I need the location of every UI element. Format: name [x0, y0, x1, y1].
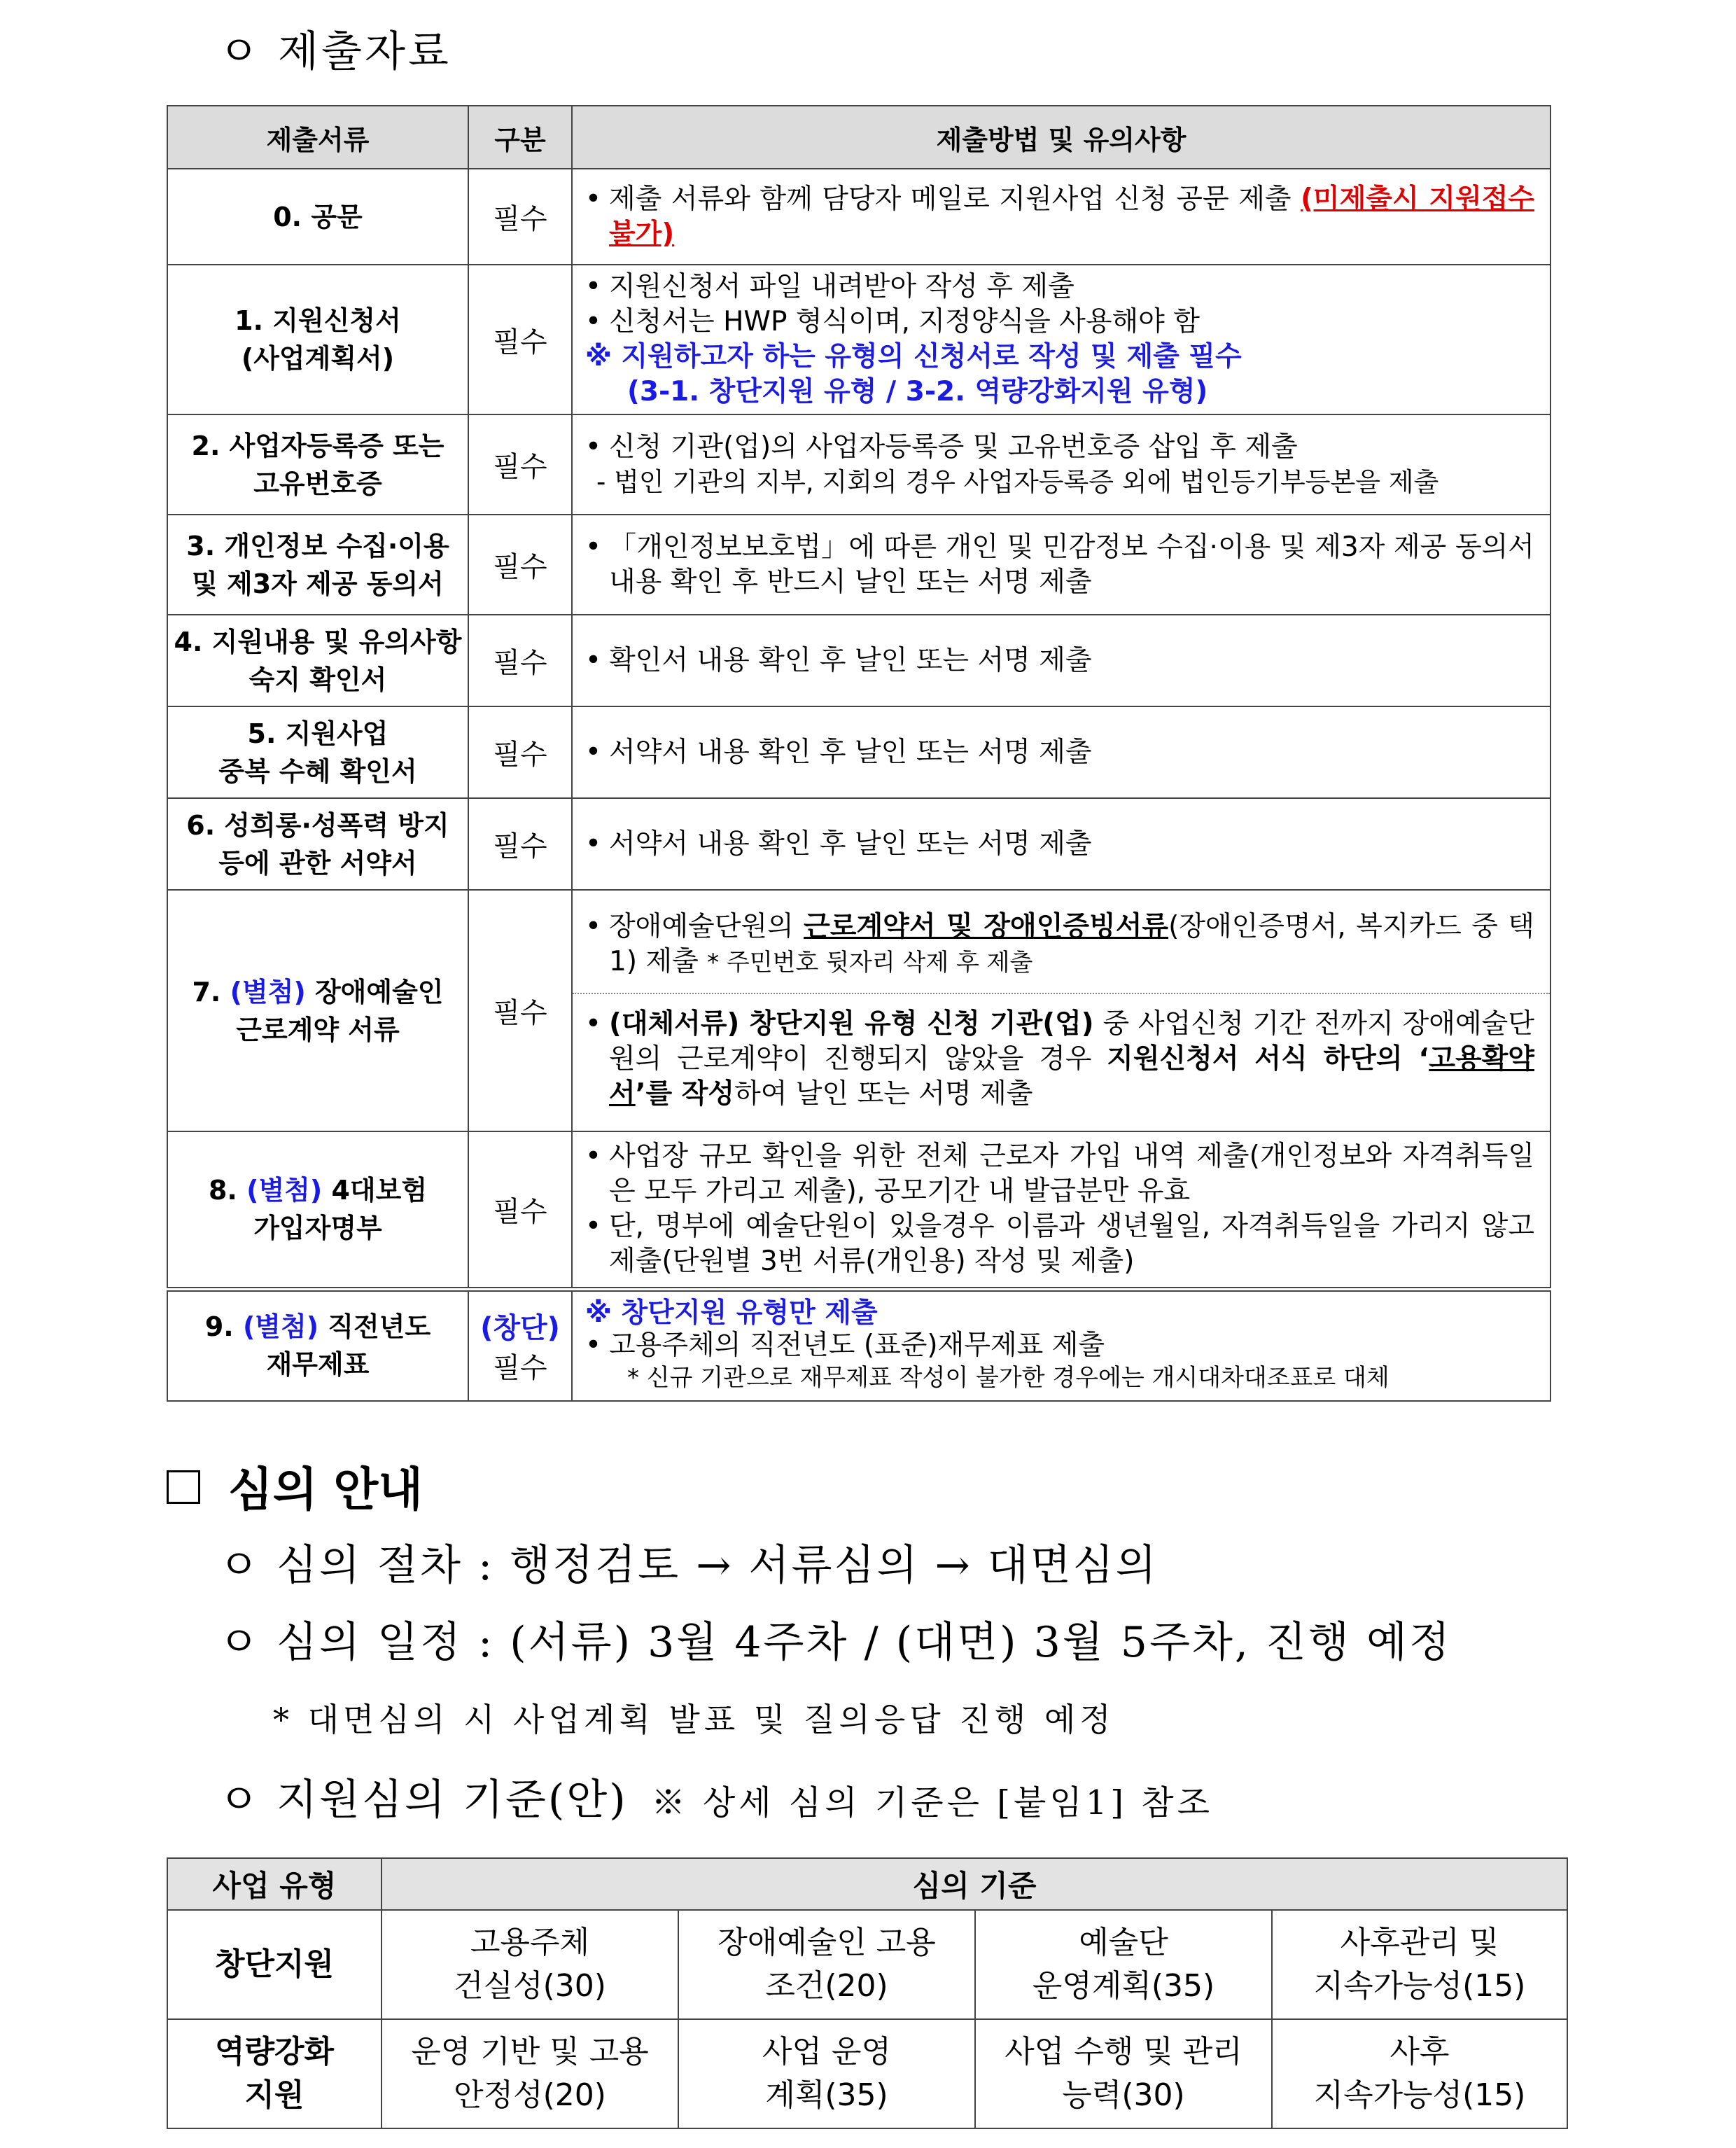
doc-name: 8. (별첨) 4대보험 가입자명부	[167, 1131, 468, 1289]
doc-name: 6. 성희롱·성폭력 방지 등에 관한 서약서	[167, 798, 468, 890]
doc-name: 4. 지원내용 및 유의사항 숙지 확인서	[167, 615, 468, 706]
criteria-cell: 사업 수행 및 관리 능력(30)	[975, 2019, 1272, 2128]
doc-kind: 필수	[468, 890, 572, 1131]
notice-text: (3-1. 창단지원 유형 / 3-2. 역량강화지원 유형)	[627, 376, 1208, 407]
table-row	[167, 798, 1550, 890]
doc-kind: 필수	[468, 615, 572, 706]
table-row	[167, 265, 1550, 414]
criteria-cell: 고용주체 건실성(30)	[382, 1910, 678, 2019]
type-tag: (창단)	[480, 1312, 560, 1345]
table-header-row	[167, 106, 1550, 169]
review-schedule: ㅇ 심의 일정 : (서류) 3월 4주차 / (대면) 3월 5주차, 진행 예정	[218, 1618, 1452, 1667]
section-title: 심의 안내	[167, 1452, 423, 1519]
doc-method: • 지원신청서 파일 내려받아 작성 후 제출 • 신청서는 HWP 형식이며, 지정양식을 사용해야 함 ※ 지원하고자 하는 유형의 신청서로 작성 및 제출 필수 (3-1. 창단지원 유형 / 3-2. 역량강화지원 유형)	[572, 265, 1550, 414]
doc-kind: 필수	[468, 169, 572, 265]
table-row	[167, 414, 1550, 515]
criteria-note: ※ 상세 심의 기준은 [붙임1] 참조	[651, 1783, 1213, 1822]
doc-method: • 장애예술단원의 근로계약서 및 장애인증빙서류(장애인증명서, 복지카드 중 택1) 제출 * 주민번호 뒷자리 삭제 후 제출 • (대체서류) 창단지원 유형 신청 기관(업) 중 사업신청 기간 전까지 장애예술단원의 근로계약이 진행되지 않았을 경우 지원신청서 서식 하단의 ‘고용확약서’를 작성하여 날인 또는 서명 제출	[572, 890, 1550, 1131]
table-row	[167, 2019, 1567, 2128]
method-text: 제출 서류와 함께 담당자 메일로 지원사업 신청 공문 제출	[609, 183, 1301, 215]
attachment-tag: (별첨)	[246, 1175, 323, 1206]
warning-text: (미제출시 지원접수 불가)	[609, 183, 1535, 250]
doc-method: • 확인서 내용 확인 후 날인 또는 서명 제출	[572, 615, 1550, 706]
row-type: 창단지원	[167, 1910, 382, 2019]
doc-kind: 필수	[468, 414, 572, 515]
doc-method: • 서약서 내용 확인 후 날인 또는 서명 제출	[572, 706, 1550, 798]
attachment-tag: (별첨)	[242, 1311, 319, 1343]
table-row	[167, 169, 1550, 265]
criteria-cell: 사후관리 및 지속가능성(15)	[1272, 1910, 1567, 2019]
doc-method: • 사업장 규모 확인을 위한 전체 근로자 가입 내역 제출(개인정보와 자격취득일은 모두 가리고 제출), 공모기간 내 발급분만 유효 • 단, 명부에 예술단원이 있을경우 이름과 생년월일, 자격취득일을 가리지 않고 제출(단원별 3번 서류(개인용) 작성 및 제출)	[572, 1131, 1550, 1289]
table-row	[167, 890, 1550, 1131]
table-row	[167, 1131, 1550, 1289]
table-row	[167, 1910, 1567, 2019]
doc-kind: (창단) 필수	[468, 1289, 572, 1401]
criteria-cell: 장애예술인 고용 조건(20)	[678, 1910, 975, 2019]
doc-method: ※ 창단지원 유형만 제출 • 고용주체의 직전년도 (표준)재무제표 제출 * 신규 기관으로 재무제표 작성이 불가한 경우에는 개시대차대조표로 대체	[572, 1289, 1550, 1401]
table-header-row	[167, 1858, 1567, 1910]
table-row	[167, 615, 1550, 706]
doc-kind: 필수	[468, 515, 572, 615]
doc-name: 0. 공문	[167, 169, 468, 265]
review-procedure: ㅇ 심의 절차 : 행정검토 → 서류심의 → 대면심의	[218, 1541, 1158, 1590]
submission-heading: ㅇ 제출자료	[218, 27, 451, 76]
header-type: 사업 유형	[167, 1858, 382, 1910]
table-row	[167, 515, 1550, 615]
doc-method: • 신청 기관(업)의 사업자등록증 및 고유번호증 삽입 후 제출 - 법인 기관의 지부, 지회의 경우 사업자등록증 외에 법인등기부등본을 제출	[572, 414, 1550, 515]
header-doc: 제출서류	[167, 106, 468, 169]
notice-text: ※ 창단지원 유형만 제출	[585, 1297, 878, 1330]
schedule-note: * 대면심의 시 사업계획 발표 및 질의응답 진행 예정	[273, 1701, 1115, 1738]
doc-name: 5. 지원사업 중복 수혜 확인서	[167, 706, 468, 798]
doc-name: 2. 사업자등록증 또는 고유번호증	[167, 414, 468, 515]
doc-name: 3. 개인정보 수집·이용 및 제3자 제공 동의서	[167, 515, 468, 615]
header-criteria: 심의 기준	[382, 1858, 1567, 1910]
header-method: 제출방법 및 유의사항	[572, 106, 1550, 169]
doc-name: 7. (별첨) 장애예술인 근로계약 서류	[167, 890, 468, 1131]
attachment-tag: (별첨)	[230, 976, 306, 1007]
doc-name: 9. (별첨) 직전년도 재무제표	[167, 1289, 468, 1401]
criteria-title: ㅇ 지원심의 기준(안) ※ 상세 심의 기준은 [붙임1] 참조	[218, 1776, 1213, 1825]
table-row	[167, 706, 1550, 798]
criteria-cell: 운영 기반 및 고용 안정성(20)	[382, 2019, 678, 2128]
header-kind: 구분	[468, 106, 572, 169]
criteria-table	[167, 1857, 1568, 2129]
table-row	[167, 1289, 1550, 1401]
doc-method	[572, 169, 1550, 265]
doc-name: 1. 지원신청서 (사업계획서)	[167, 265, 468, 414]
doc-method: • 서약서 내용 확인 후 날인 또는 서명 제출	[572, 798, 1550, 890]
criteria-cell: 사업 운영 계획(35)	[678, 2019, 975, 2128]
doc-kind: 필수	[468, 1131, 572, 1289]
square-bullet-icon	[167, 1470, 200, 1504]
doc-kind: 필수	[468, 798, 572, 890]
criteria-cell: 예술단 운영계획(35)	[975, 1910, 1272, 2019]
doc-kind: 필수	[468, 265, 572, 414]
doc-method: • 「개인정보보호법」에 따른 개인 및 민감정보 수집·이용 및 제3자 제공 동의서 내용 확인 후 반드시 날인 또는 서명 제출	[572, 515, 1550, 615]
criteria-cell: 사후 지속가능성(15)	[1272, 2019, 1567, 2128]
dotted-divider	[573, 993, 1550, 994]
doc-kind: 필수	[468, 706, 572, 798]
notice-text: ※ 지원하고자 하는 유형의 신청서로 작성 및 제출 필수	[585, 341, 1242, 372]
submission-table	[167, 105, 1551, 1402]
row-type: 역량강화 지원	[167, 2019, 382, 2128]
